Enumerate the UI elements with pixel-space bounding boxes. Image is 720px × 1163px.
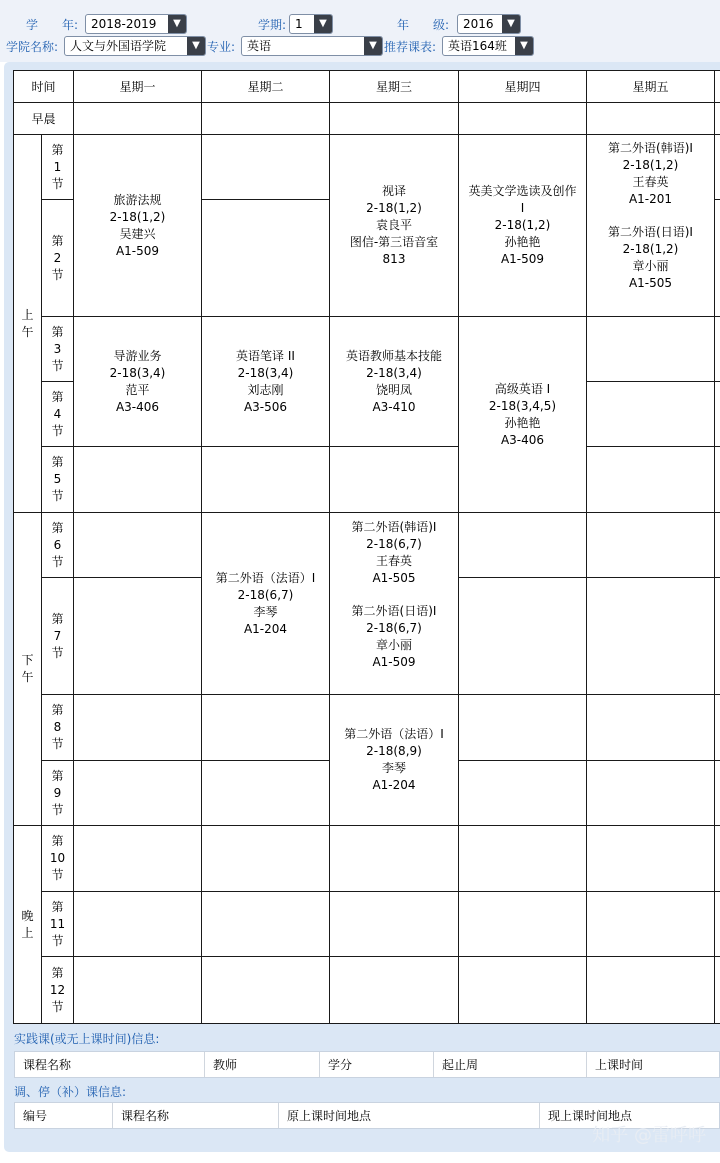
slot-overflow-3	[715, 317, 720, 382]
slot-thu-6	[459, 513, 587, 578]
practice-col-name: 课程名称	[15, 1052, 205, 1077]
major-label: 专业:	[207, 40, 236, 54]
year-label: 学 年:	[26, 18, 79, 32]
slot-thu-11	[459, 892, 587, 957]
slot-thu-10	[459, 826, 587, 892]
slot-wed-12	[330, 957, 459, 1024]
course-fri-1-2[interactable]	[587, 135, 715, 317]
slot-fri-11	[587, 892, 715, 957]
course-tue-3-4[interactable]: 英语笔译 II 2-18(3,4) 刘志刚 A3-506	[202, 317, 330, 447]
slot-tue-8	[202, 695, 330, 761]
morning-label: 早晨	[14, 103, 74, 135]
slot-mon-9	[74, 761, 202, 826]
practice-header-row	[14, 1051, 720, 1078]
slot-overflow-10	[715, 826, 720, 892]
morning-thu	[459, 103, 587, 135]
slot-fri-9	[587, 761, 715, 826]
course-wed-6-7[interactable]	[330, 513, 459, 695]
slot-overflow-8	[715, 695, 720, 761]
slot-overflow-2	[715, 200, 720, 317]
header-friday: 星期五	[587, 71, 715, 103]
slot-fri-6	[587, 513, 715, 578]
slot-overflow-4	[715, 382, 720, 447]
college-select[interactable]: 人文与外国语学院 ▼	[64, 36, 206, 56]
slot-tue-2	[202, 200, 330, 317]
term-select[interactable]: 1 ▼	[289, 14, 333, 34]
slot-wed-5	[330, 447, 459, 513]
chevron-down-icon: ▼	[515, 37, 533, 55]
morning-fri	[587, 103, 715, 135]
slot-fri-10	[587, 826, 715, 892]
slot-overflow-1	[715, 135, 720, 200]
period-7: 第 7 节	[42, 578, 74, 695]
timetable	[13, 70, 720, 1024]
header-monday: 星期一	[74, 71, 202, 103]
adjust-col-current: 现上课时间地点	[548, 1109, 633, 1123]
practice-col-weeks: 起止周	[434, 1052, 587, 1077]
slot-thu-9	[459, 761, 587, 826]
period-6: 第 6 节	[42, 513, 74, 578]
period-8: 第 8 节	[42, 695, 74, 761]
slot-thu-12	[459, 957, 587, 1024]
slot-overflow-7	[715, 578, 720, 695]
chevron-down-icon: ▼	[168, 15, 186, 33]
course-wed-8-9[interactable]: 第二外语（法语）I 2-18(8,9) 李琴 A1-204	[330, 695, 459, 826]
slot-thu-7	[459, 578, 587, 695]
period-9: 第 9 节	[42, 761, 74, 826]
slot-mon-6	[74, 513, 202, 578]
slot-overflow-12	[715, 957, 720, 1024]
course-wed-7[interactable]: 第二外语(日语)I 2-18(6,7) 章小丽 A1-509	[351, 604, 437, 669]
slot-mon-12	[74, 957, 202, 1024]
slot-tue-11	[202, 892, 330, 957]
adjust-title: 调、停（补）课信息:	[14, 1085, 127, 1099]
slot-fri-4	[587, 382, 715, 447]
class-select[interactable]: 英语164班 ▼	[442, 36, 534, 56]
slot-mon-10	[74, 826, 202, 892]
adjust-col-id: 编号	[15, 1103, 113, 1128]
slot-fri-8	[587, 695, 715, 761]
slot-tue-12	[202, 957, 330, 1024]
slot-mon-7	[74, 578, 202, 695]
slot-overflow-9	[715, 761, 720, 826]
morning-wed	[330, 103, 459, 135]
course-thu-3-5[interactable]: 高级英语 I 2-18(3,4,5) 孙艳艳 A3-406	[459, 317, 587, 513]
period-12: 第 12 节	[42, 957, 74, 1024]
block-morning: 上 午	[14, 135, 42, 513]
morning-overflow	[715, 103, 720, 135]
course-fri-2[interactable]: 第二外语(日语)I 2-18(1,2) 章小丽 A1-505	[608, 225, 693, 290]
header-thursday: 星期四	[459, 71, 587, 103]
adjust-col-name: 课程名称	[113, 1103, 279, 1128]
header-tuesday: 星期二	[202, 71, 330, 103]
slot-tue-10	[202, 826, 330, 892]
header-overflow	[715, 71, 720, 103]
slot-overflow-6	[715, 513, 720, 578]
practice-col-credit: 学分	[320, 1052, 434, 1077]
course-fri-1[interactable]: 第二外语(韩语)I 2-18(1,2) 王春英 A1-201	[608, 141, 693, 206]
slot-fri-3	[587, 317, 715, 382]
period-4: 第 4 节	[42, 382, 74, 447]
slot-fri-12	[587, 957, 715, 1024]
chevron-down-icon: ▼	[364, 37, 382, 55]
period-2: 第 2 节	[42, 200, 74, 317]
filter-bar	[0, 0, 720, 62]
slot-mon-11	[74, 892, 202, 957]
watermark: 知乎 @雷呼呼	[592, 1125, 706, 1146]
course-mon-3-4[interactable]: 导游业务 2-18(3,4) 范平 A3-406	[74, 317, 202, 447]
slot-wed-11	[330, 892, 459, 957]
course-wed-1-2[interactable]: 视译 2-18(1,2) 袁良平 图信-第三语音室 813	[330, 135, 459, 317]
slot-overflow-5	[715, 447, 720, 513]
course-thu-1-2[interactable]: 英美文学选读及创作 I 2-18(1,2) 孙艳艳 A1-509	[459, 135, 587, 317]
morning-tue	[202, 103, 330, 135]
slot-overflow-11	[715, 892, 720, 957]
period-1: 第 1 节	[42, 135, 74, 200]
slot-mon-5	[74, 447, 202, 513]
header-time: 时间	[14, 71, 74, 103]
slot-wed-10	[330, 826, 459, 892]
slot-mon-8	[74, 695, 202, 761]
slot-tue-1	[202, 135, 330, 200]
chevron-down-icon: ▼	[502, 15, 520, 33]
slot-thu-8	[459, 695, 587, 761]
slot-tue-9	[202, 761, 330, 826]
practice-col-teacher: 教师	[205, 1052, 320, 1077]
course-tue-6-7[interactable]: 第二外语（法语）I 2-18(6,7) 李琴 A1-204	[202, 513, 330, 695]
slot-tue-5	[202, 447, 330, 513]
course-mon-1-2[interactable]: 旅游法规 2-18(1,2) 吴建兴 A1-509	[74, 135, 202, 317]
grade-label: 年 级:	[397, 18, 450, 32]
block-evening: 晚 上	[14, 826, 42, 1024]
adjust-col-original: 原上课时间地点	[279, 1103, 540, 1128]
practice-title: 实践课(或无上课时间)信息:	[14, 1032, 160, 1046]
period-5: 第 5 节	[42, 447, 74, 513]
year-select[interactable]: 2018-2019 ▼	[85, 14, 187, 34]
college-label: 学院名称:	[6, 40, 59, 54]
period-3: 第 3 节	[42, 317, 74, 382]
term-label: 学期:	[258, 18, 287, 32]
morning-mon	[74, 103, 202, 135]
chevron-down-icon: ▼	[314, 15, 332, 33]
header-wednesday: 星期三	[330, 71, 459, 103]
practice-col-time: 上课时间	[595, 1058, 644, 1072]
slot-fri-7	[587, 578, 715, 695]
block-afternoon: 下 午	[14, 513, 42, 826]
chevron-down-icon: ▼	[187, 37, 205, 55]
period-10: 第 10 节	[42, 826, 74, 892]
course-wed-6[interactable]: 第二外语(韩语)I 2-18(6,7) 王春英 A1-505	[351, 520, 437, 585]
slot-fri-5	[587, 447, 715, 513]
period-11: 第 11 节	[42, 892, 74, 957]
course-wed-3-4[interactable]: 英语教师基本技能 2-18(3,4) 饶明凤 A3-410	[330, 317, 459, 447]
class-label: 推荐课表:	[384, 40, 437, 54]
major-select[interactable]: 英语 ▼	[241, 36, 383, 56]
grade-select[interactable]: 2016 ▼	[457, 14, 521, 34]
